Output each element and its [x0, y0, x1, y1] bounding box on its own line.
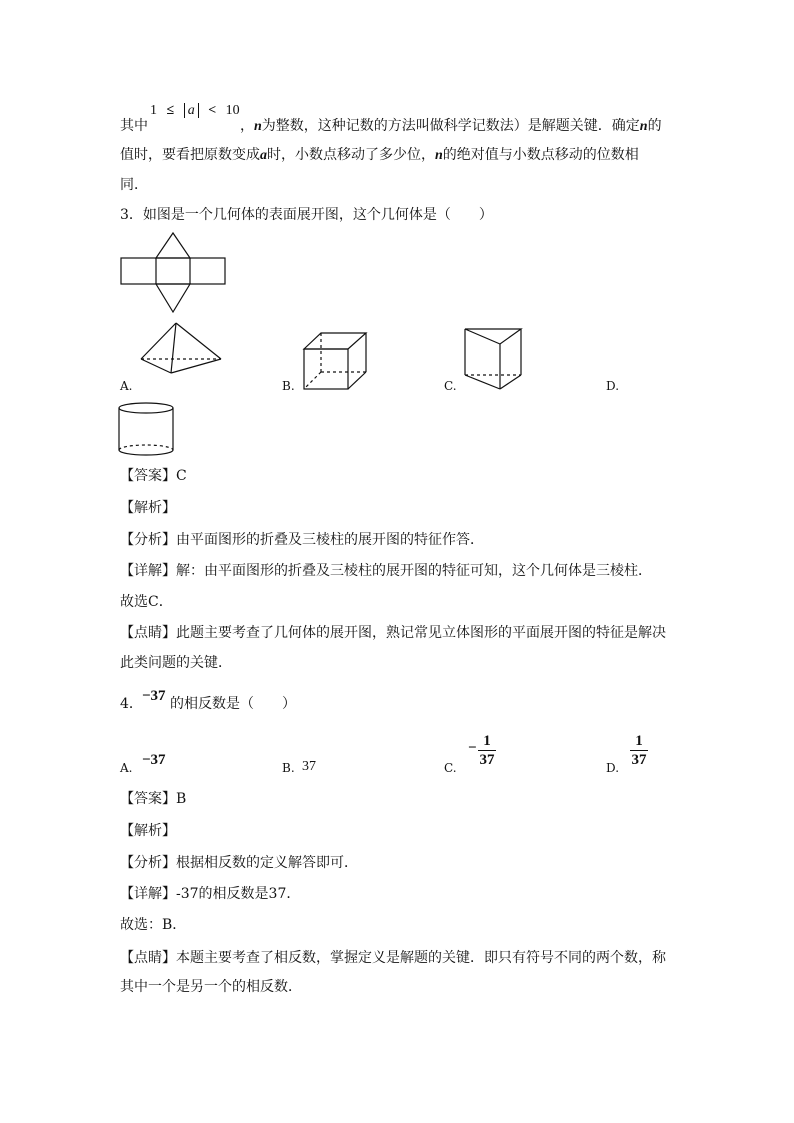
q3-fenxi: 【分析】由平面图形的折叠及三棱柱的展开图的特征作答．: [120, 532, 484, 548]
q4-guxuan: 故选：B．: [120, 917, 187, 933]
q4-opt-b-label: B.: [282, 761, 295, 775]
q4-stem: [120, 694, 143, 714]
net-triangle-top: [156, 233, 190, 258]
math-le: ≤: [166, 103, 175, 118]
q4-neg37: −37: [142, 688, 166, 704]
q4-opt-c-fraction: [478, 733, 496, 768]
condition-math: [150, 103, 240, 119]
line2-mid: 时，小数点移动了多少位，: [267, 147, 435, 163]
var-n-3: n: [435, 148, 443, 163]
q4-opt-c-numerator: 1: [483, 733, 491, 749]
option-d-cylinder: [118, 402, 176, 458]
q4-dianjing-2: 其中一个是另一个的相反数．: [120, 979, 302, 995]
q3-dianjing-1: 【点睛】此题主要考查了几何体的展开图，熟记常见立体图形的平面展开图的特征是解决: [120, 625, 666, 641]
q4-opt-c-denominator: 37: [479, 752, 495, 768]
q3-opt-c-label: C.: [444, 379, 457, 393]
para-line-1-rest: [240, 116, 662, 137]
net-triangle-bottom: [156, 284, 190, 312]
para-line-3: 同．: [120, 177, 148, 193]
var-a: a: [260, 148, 267, 163]
q4-opt-d-fraction-bar: [630, 750, 648, 751]
math-lt: <: [208, 103, 217, 118]
net-rectangles: [121, 258, 225, 284]
q4-opt-c-sign: −: [468, 740, 477, 756]
q3-dianjing-2: 此类问题的关键．: [120, 655, 232, 671]
q3-answer: 【答案】C: [120, 468, 187, 484]
option-a-pyramid: [140, 322, 225, 377]
q4-stem-tail: 的相反数是（ ）: [170, 696, 296, 712]
q4-opt-c-fraction-bar: [478, 750, 496, 751]
line2-tail: 的绝对值与小数点移动的位数相: [442, 147, 639, 163]
var-n: n: [254, 119, 262, 134]
comma: ，: [240, 118, 254, 134]
para-line-1: [120, 116, 148, 136]
var-n-2: n: [639, 119, 648, 134]
q3-guxuan: 故选C．: [120, 594, 173, 610]
q4-opt-d-denominator: 37: [631, 752, 647, 768]
q3-xiangjie: 【详解】解：由平面图形的折叠及三棱柱的展开图的特征可知，这个几何体是三棱柱．: [120, 563, 652, 579]
math-one: 1: [150, 103, 157, 118]
q4-opt-d-label: D.: [606, 761, 620, 775]
q3-stem: 3．如图是一个几何体的表面展开图，这个几何体是（ ）: [120, 207, 493, 223]
q4-analysis: 【解析】: [120, 823, 176, 839]
math-ten: 10: [225, 103, 240, 118]
q4-fenxi: 【分析】根据相反数的定义解答即可．: [120, 855, 358, 871]
option-b-cube: [303, 332, 369, 390]
q4-xiangjie: 【详解】-37的相反数是37．: [120, 886, 301, 902]
math-abs-a: a: [184, 103, 199, 118]
q4-num: 4．: [120, 696, 143, 712]
option-c-triangular-prism: [464, 328, 524, 390]
q3-analysis: 【解析】: [120, 500, 176, 516]
q4-opt-c-label: C.: [444, 761, 457, 775]
line2-pre: 值时，要看把原数变成: [120, 147, 260, 163]
q4-dianjing-1: 【点睛】本题主要考查了相反数，掌握定义是解题的关键．即只有符号不同的两个数，称: [120, 950, 666, 966]
q4-opt-a-value: −37: [142, 752, 166, 768]
para-line-2: [120, 145, 639, 166]
q3-opt-b-label: B.: [282, 379, 295, 393]
para-prefix: 其中: [120, 118, 148, 134]
q4-opt-d-numerator: 1: [635, 733, 643, 749]
para-tail: 的: [647, 118, 662, 134]
para-mid: 为整数，这种记数的方法叫做科学记数法）是解题关键．确定: [261, 118, 640, 134]
q4-opt-b-value: 37: [302, 759, 316, 774]
q3-opt-d-label: D.: [606, 379, 620, 393]
prism-net-figure: [120, 232, 230, 292]
q4-answer: 【答案】B: [120, 791, 187, 807]
q4-opt-d-fraction: [630, 733, 648, 768]
q3-opt-a-label: A.: [120, 379, 133, 393]
q4-opt-a-label: A.: [120, 761, 133, 775]
